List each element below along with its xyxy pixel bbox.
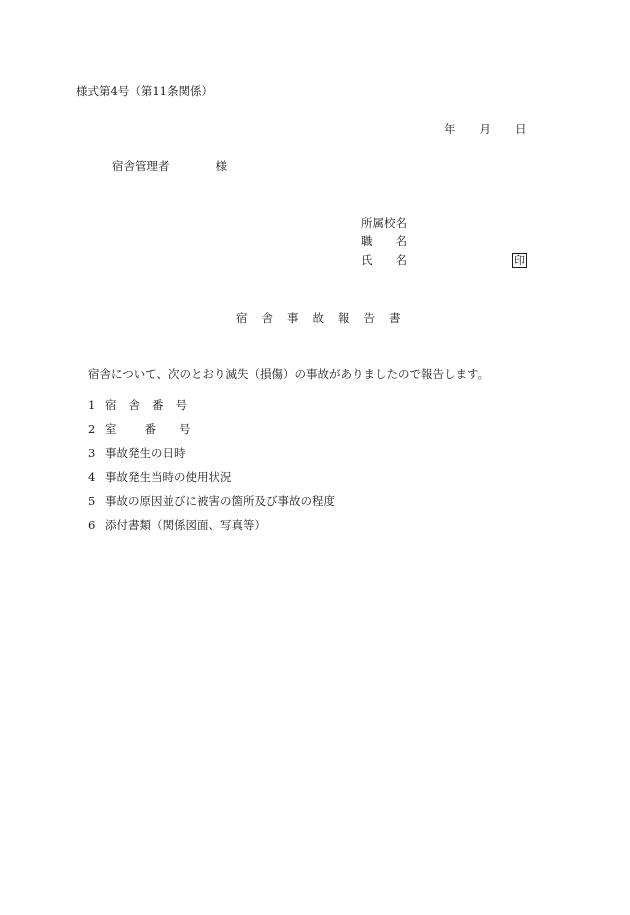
addressee-title: 宿舎管理者 [112,159,170,173]
date-year-label: 年 [444,122,456,136]
list-item: 6 添付書類（関係図面、写真等） [88,518,266,532]
date-line [444,124,527,136]
document-title: 宿 舎 事 故 報 告 書 [236,311,401,325]
form-number: 様式第4号（第11条関係） [76,84,213,98]
list-item: 2 室 番 号 [88,422,191,436]
list-item: 3 事故発生の日時 [88,446,186,460]
date-day-label: 日 [515,122,527,136]
date-month-label: 月 [479,122,491,136]
list-item: 5 事故の原因並びに被害の箇所及び事故の程度 [88,494,335,508]
seal-mark: 印 [514,254,525,267]
sender-school-label: 所属校名 [361,216,407,230]
list-item: 4 事故発生当時の使用状況 [88,470,232,484]
addressee-line [112,161,227,173]
sender-position-label: 職 名 [361,234,407,248]
sender-name-label: 氏 名 [361,253,407,267]
intro-text: 宿舎について、次のとおり滅失（損傷）の事故がありましたので報告します。 [88,367,490,381]
list-item: 1 宿 舎 番 号 [88,398,187,412]
addressee-honorific: 様 [215,159,227,173]
